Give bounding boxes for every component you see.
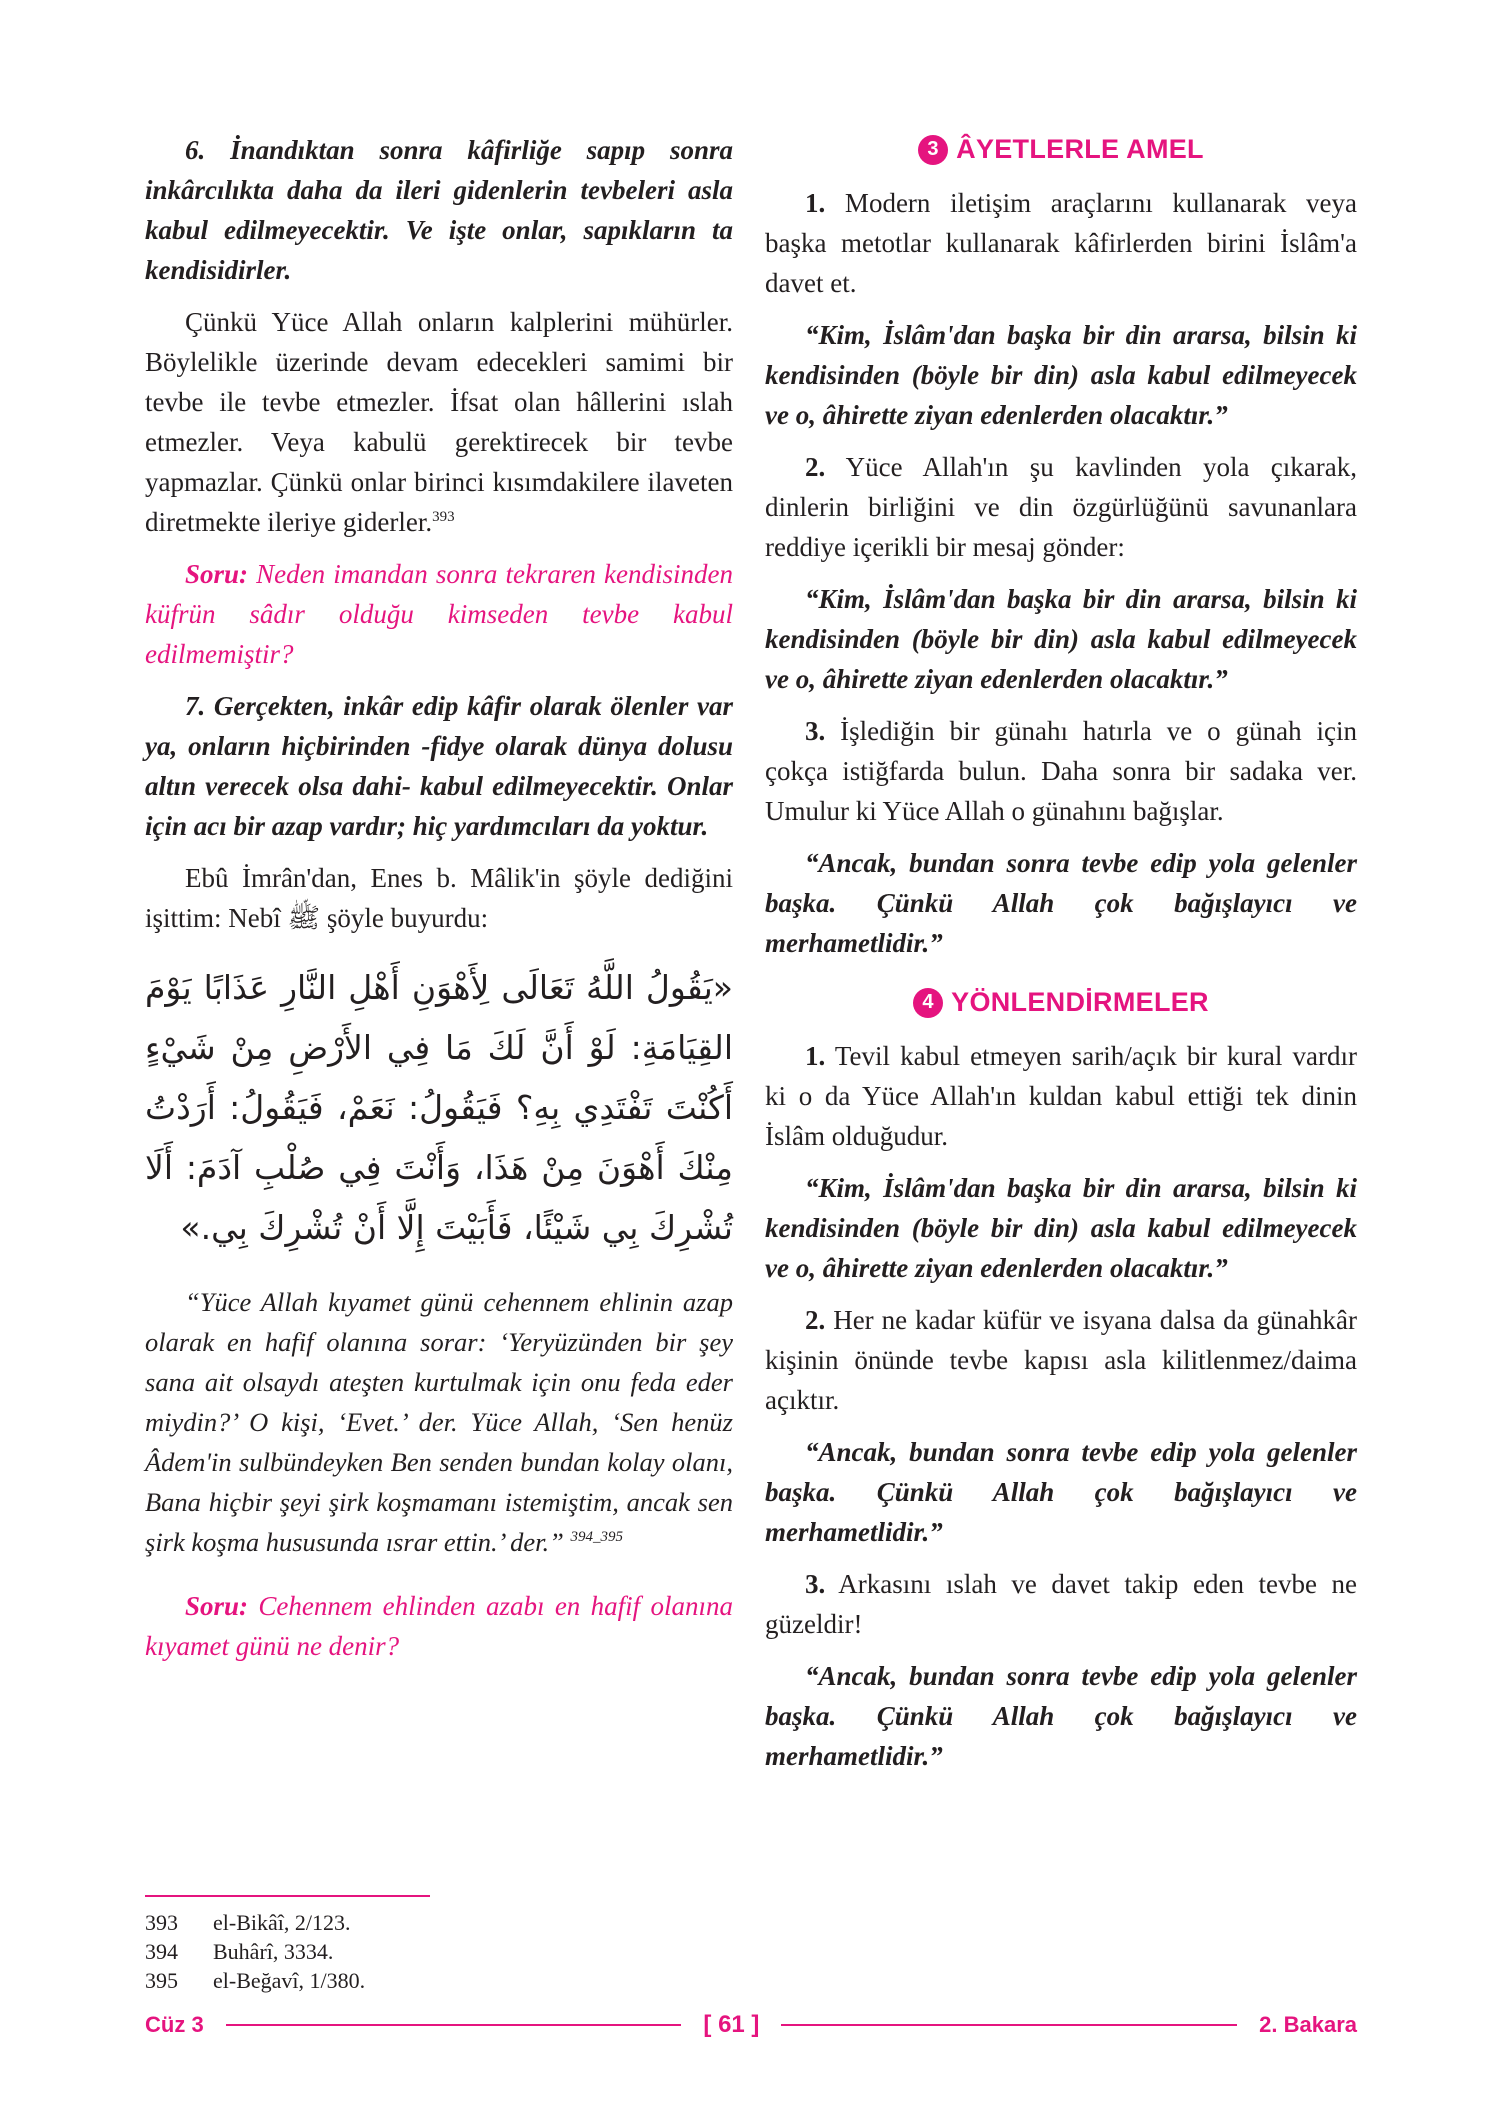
- footnote-number: 394: [145, 1939, 178, 1964]
- numbered-item: [765, 447, 1357, 567]
- section-number-badge: 3: [918, 135, 948, 165]
- verse-quote: “Ancak, bundan sonra tevbe edip yola gelenler başka. Çünkü Allah çok bağışlayıcı ve merhametlidir.”: [765, 1437, 1357, 1547]
- item-number: 2.: [805, 1305, 826, 1335]
- footer-chapter-label: 2. Bakara: [1259, 2012, 1357, 2037]
- footer-part-label: Cüz 3: [145, 2012, 204, 2037]
- hadith-translation: [145, 1282, 733, 1562]
- item-text: Her ne kadar küfür ve isyana dalsa da günahkâr kişinin önünde tevbe kapısı asla kilitlenmez/daima açıktır.: [765, 1305, 1357, 1415]
- item-number: 2.: [805, 452, 826, 482]
- question-text: Neden imandan sonra tekraren kendisinden küfrün sâdır olduğu kimseden tevbe kabul edilmemiştir?: [145, 559, 733, 669]
- section-title: YÖNLENDİRMELER: [951, 987, 1209, 1017]
- numbered-item: [765, 711, 1357, 831]
- arabic-hadith: «يَقُولُ اللَّهُ تَعَالَى لِأَهْوَنِ أَهْلِ النَّارِ عَذَابًا يَوْمَ القِيَامَةِ: لَوْ أَنَّ لَكَ مَا فِي الأَرْضِ مِنْ شَيْءٍ أَكُنْتَ تَفْتَدِي بِهِ؟ فَيَقُولُ: نَعَمْ، فَيَقُولُ: أَرَدْتُ مِنْكَ أَهْوَنَ مِنْ هَذَا، وَأَنْتَ فِي صُلْبِ آدَمَ: أَلَا تُشْرِكَ بِي شَيْئًا، فَأَبَيْتَ إِلَّا أَنْ تُشْرِكَ بِي.»: [145, 968, 733, 1247]
- page-number: [ 61 ]: [703, 2011, 760, 2038]
- numbered-item: [765, 1300, 1357, 1420]
- item-text: Yüce Allah'ın şu kavlinden yola çıkarak, dinlerin birliğini ve din özgürlüğünü savunanlara reddiye içerikli bir mesaj gönder:: [765, 452, 1357, 562]
- question-text: Cehennem ehlinden azabı en hafif olanına kıyamet günü ne denir?: [145, 1591, 733, 1661]
- item-number: 1.: [805, 1041, 826, 1071]
- numbered-item: [765, 1564, 1357, 1644]
- footer-rule-right: [781, 2024, 1237, 2026]
- commentary-paragraph: [145, 302, 733, 542]
- question-1: [145, 554, 733, 674]
- footnote-393: [145, 1908, 365, 1937]
- verse-quote: “Kim, İslâm'dan başka bir din ararsa, bilsin ki kendisinden (böyle bir din) asla kabul edilmeyecek ve o, âhirette ziyan edenlerden olacaktır.”: [765, 1173, 1357, 1283]
- verse-quote: “Ancak, bundan sonra tevbe edip yola gelenler başka. Çünkü Allah çok bağışlayıcı ve merhametlidir.”: [765, 1661, 1357, 1771]
- footnote-number: 395: [145, 1968, 178, 1993]
- footnote-ref-393: 393: [432, 509, 455, 525]
- left-column: [145, 130, 733, 1678]
- section-heading-4: [765, 987, 1357, 1018]
- footnote-text: el-Beğavî, 1/380.: [213, 1968, 366, 1993]
- section-number-badge: 4: [913, 988, 943, 1018]
- numbered-item: [765, 183, 1357, 303]
- verse-quote: “Kim, İslâm'dan başka bir din ararsa, bilsin ki kendisinden (böyle bir din) asla kabul edilmeyecek ve o, âhirette ziyan edenlerden olacaktır.”: [765, 584, 1357, 694]
- footnote-394: [145, 1937, 365, 1966]
- page-footer: [145, 2008, 1357, 2042]
- item-text: İşlediğin bir günahı hatırla ve o günah için çokça istiğfarda bulun. Daha sonra bir sadaka ver. Umulur ki Yüce Allah o günahını bağışlar.: [765, 716, 1357, 826]
- question-label: Soru:: [185, 1591, 249, 1621]
- footnote-number: 393: [145, 1910, 178, 1935]
- hadith-intro: Ebû İmrân'dan, Enes b. Mâlik'in şöyle dediğini işittim: Nebî ﷺ şöyle buyurdu:: [145, 863, 733, 933]
- footnote-text: Buhârî, 3334.: [213, 1939, 334, 1964]
- footnote-ref-394-395: 394_395: [570, 1529, 624, 1546]
- footnote-text: el-Bikâî, 2/123.: [213, 1910, 351, 1935]
- right-column: [765, 130, 1357, 1788]
- question-2: [145, 1586, 733, 1666]
- verse-7: 7. Gerçekten, inkâr edip kâfir olarak ölenler var ya, onların hiçbirinden -fidye olarak dünya dolusu altın verecek olsa dahi- kabul edilmeyecektir. Onlar için acı bir azap vardır; hiç yardımcıları da yoktur.: [145, 691, 733, 841]
- section-4-body: [765, 1036, 1357, 1776]
- item-text: Tevil kabul etmeyen sarih/açık bir kural vardır ki o da Yüce Allah'ın kuldan kabul ettiği tek dinin İslâm olduğudur.: [765, 1041, 1357, 1151]
- section-heading-3: [765, 134, 1357, 165]
- section-3-body: [765, 183, 1357, 963]
- footer-rule-left: [226, 2024, 682, 2026]
- item-text: Arkasını ıslah ve davet takip eden tevbe ne güzeldir!: [765, 1569, 1357, 1639]
- verse-quote: “Ancak, bundan sonra tevbe edip yola gelenler başka. Çünkü Allah çok bağışlayıcı ve merhametlidir.”: [765, 848, 1357, 958]
- footnotes: [145, 1908, 365, 1995]
- footnote-395: [145, 1966, 365, 1995]
- question-label: Soru:: [185, 559, 249, 589]
- item-number: 3.: [805, 1569, 826, 1599]
- hadith-translation-text: “Yüce Allah kıyamet günü cehennem ehlinin azap olarak en hafif olanına sorar: ‘Yeryüzünden bir şey sana ait olsaydı ateşten kurtulmak için onu feda eder miydin?’ O kişi, ‘Evet.’ der. Yüce Allah, ‘Sen henüz Âdem'in sulbündeyken Ben senden bundan kolay olanı, Bana hiçbir şeyi şirk koşmamanı istemiştim, ancak sen şirk koşma hususunda ısrar ettin.’ der.”: [145, 1287, 733, 1557]
- footnote-divider: [145, 1895, 430, 1897]
- section-title: ÂYETLERLE AMEL: [956, 134, 1204, 164]
- item-number: 3.: [805, 716, 826, 746]
- item-text: Modern iletişim araçlarını kullanarak veya başka metotlar kullanarak kâfirlerden birini İslâm'a davet et.: [765, 188, 1357, 298]
- commentary-text: Çünkü Yüce Allah onların kalplerini mühürler. Böylelikle üzerinde devam edecekleri samimi bir tevbe ile tevbe etmezler. İfsat olan hâllerini ıslah etmezler. Veya kabulü gerektirecek bir tevbe yapmazlar. Çünkü onlar birinci kısımdakilere ilaveten diretmekte ileriye giderler.: [145, 307, 733, 537]
- numbered-item: [765, 1036, 1357, 1156]
- verse-6: 6. İnandıktan sonra kâfirliğe sapıp sonra inkârcılıkta daha da ileri gidenlerin tevbeleri asla kabul edilmeyecektir. Ve işte onlar, sapıkların ta kendisidirler.: [145, 135, 733, 285]
- verse-quote: “Kim, İslâm'dan başka bir din ararsa, bilsin ki kendisinden (böyle bir din) asla kabul edilmeyecek ve o, âhirette ziyan edenlerden olacaktır.”: [765, 320, 1357, 430]
- item-number: 1.: [805, 188, 826, 218]
